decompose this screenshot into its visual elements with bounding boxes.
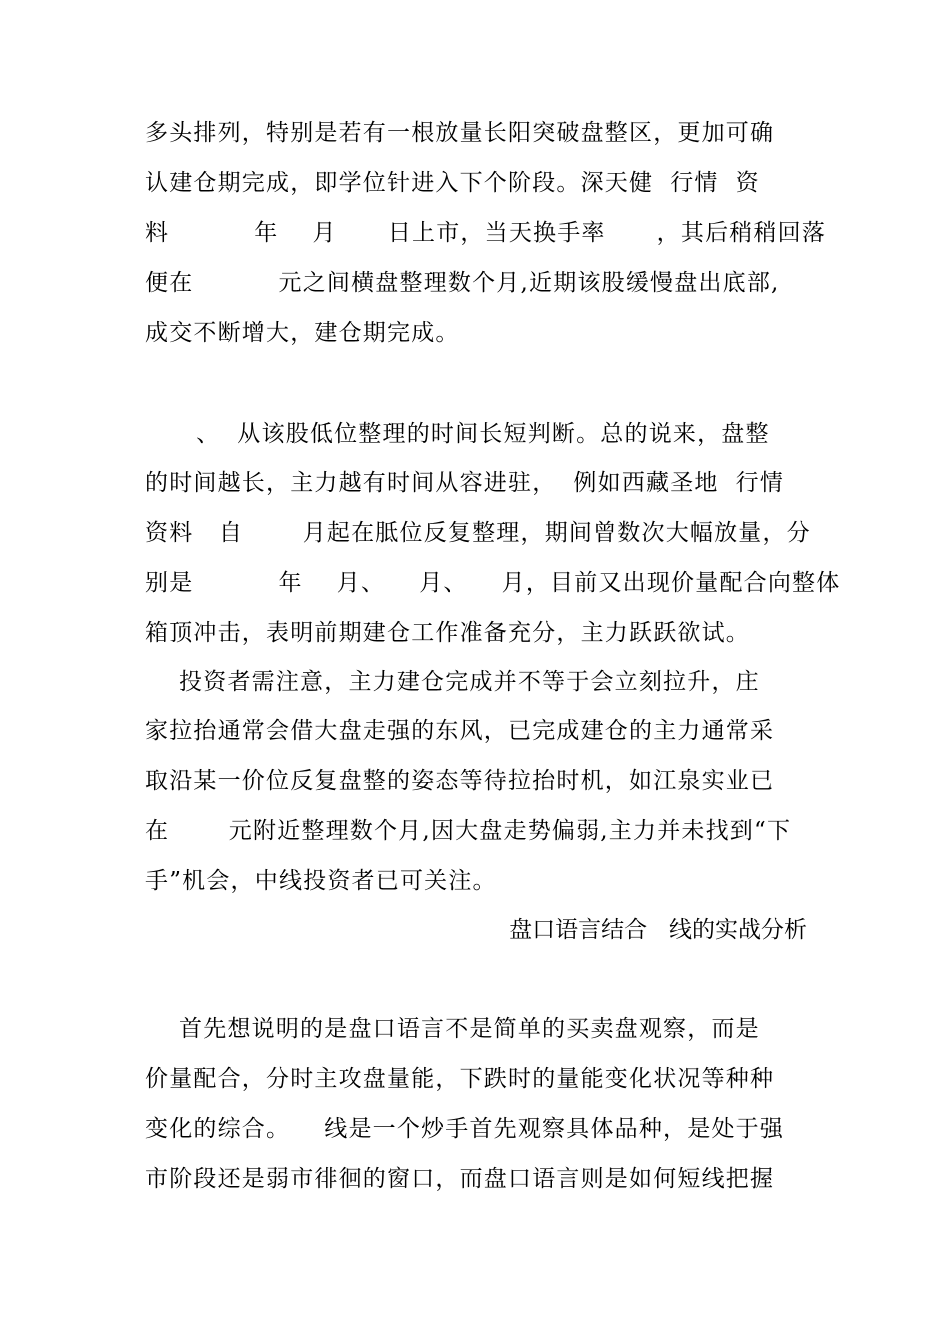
text-line: 料 年 月 日上市，当天换手率 ，其后稍稍回落 <box>145 220 827 246</box>
text-line: 别是 年 月、 月、 月，目前又出现价量配合向整体 <box>145 570 841 596</box>
text-line: 箱顶冲击，表明前期建仓工作准备充分，主力跃跃欲试。 <box>145 620 750 646</box>
text-line: 变化的综合。 线是一个炒手首先观察具体品种，是处于强 <box>145 1116 785 1142</box>
text-line: 资料 自 月起在胝位反复整理，期间曾数次大幅放量，分 <box>145 520 811 546</box>
text-line: 首先想说明的是盘口语言不是简单的买卖盘观察，而是 <box>145 1016 760 1042</box>
text-line: 在 元附近整理数个月,因大盘走势偏弱,主力并未找到“下 <box>145 818 792 844</box>
text-line: 便在 元之间横盘整理数个月,近期该股缓慢盘出底部, <box>145 270 780 296</box>
text-line: 市阶段还是弱市徘徊的窗口，而盘口语言则是如何短线把握 <box>145 1166 775 1192</box>
text-line: 成交不断增大，建仓期完成。 <box>145 320 460 346</box>
text-line: 的时间越长，主力越有时间从容进驻， 例如西藏圣地 行情 <box>145 470 785 496</box>
text-line: 手”机会，中线投资者已可关注。 <box>145 868 497 894</box>
text-line: 认建仓期完成，即学位针进入下个阶段。深天健 行情 资 <box>145 170 760 196</box>
text-line: 投资者需注意，主力建仓完成并不等于会立刻拉升，庄 <box>145 669 760 695</box>
text-line: 多头排列，特别是若有一根放量长阳突破盘整区，更加可确 <box>145 120 775 146</box>
text-line: 、 从该股低位整理的时间长短判断。总的说来，盘整 <box>145 421 770 447</box>
section-heading: 盘口语言结合 线的实战分析 <box>509 917 807 943</box>
text-line: 家拉抬通常会借大盘走强的东风，已完成建仓的主力通常采 <box>145 718 775 744</box>
text-line: 价量配合，分时主攻盘量能，下跌时的量能变化状况等种种 <box>145 1066 775 1092</box>
text-line: 取沿某一价位反复盘整的姿态等待拉抬时机，如江泉实业已 <box>145 768 775 794</box>
